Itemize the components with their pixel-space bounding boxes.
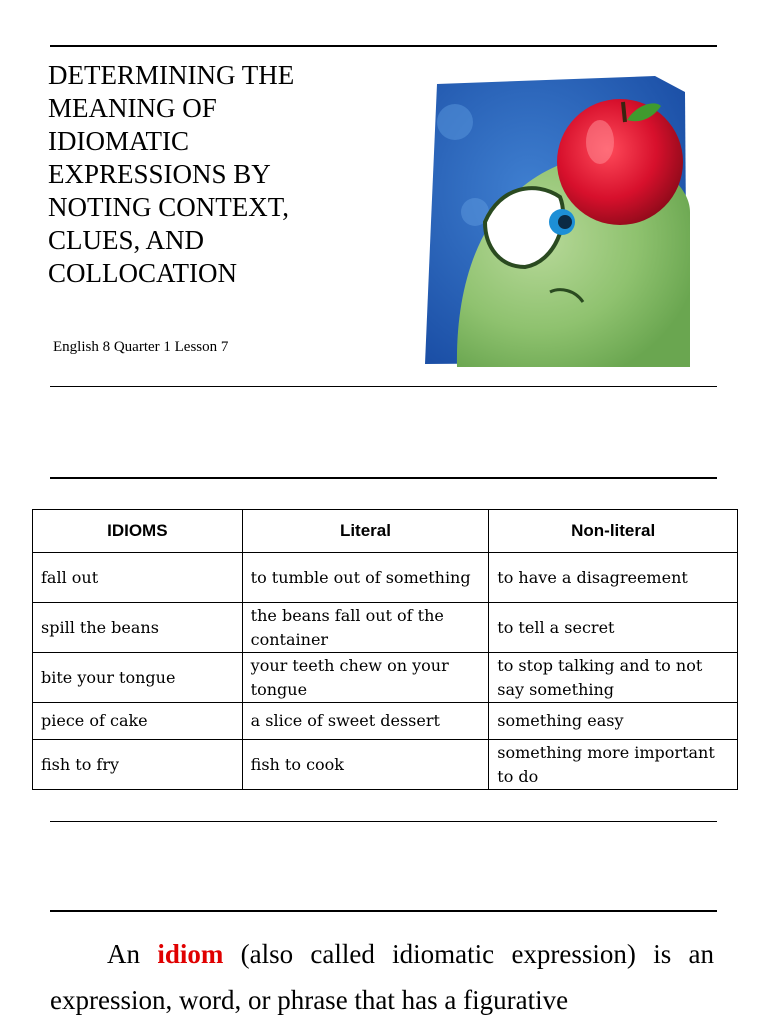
table-row xyxy=(33,703,738,740)
table-cell: spill the beans xyxy=(33,603,243,653)
title-line: DETERMINING THE xyxy=(48,60,295,90)
table-row xyxy=(33,553,738,603)
idioms-table xyxy=(32,509,738,790)
table-cell: a slice of sweet dessert xyxy=(242,703,489,740)
title-line: EXPRESSIONS BY xyxy=(48,159,271,189)
table-cell: fish to cook xyxy=(242,740,489,790)
table-cell: bite your tongue xyxy=(33,653,243,703)
table-cell: fish to fry xyxy=(33,740,243,790)
table-row xyxy=(33,653,738,703)
table-cell: to tell a secret xyxy=(489,603,738,653)
table-row xyxy=(33,740,738,790)
table-cell: fall out xyxy=(33,553,243,603)
column-header: IDIOMS xyxy=(33,510,243,553)
table-cell: to tumble out of something xyxy=(242,553,489,603)
table-cell: something easy xyxy=(489,703,738,740)
paragraph-text: (also called idiomatic expression) is an expression, word, or phrase that has a figurative xyxy=(50,939,715,1015)
top-divider xyxy=(50,45,717,47)
divider xyxy=(50,910,717,912)
page-title xyxy=(48,59,378,290)
title-line: COLLOCATION xyxy=(48,258,237,288)
column-header: Literal xyxy=(242,510,489,553)
title-line: CLUES, AND xyxy=(48,225,205,255)
table-header-row xyxy=(33,510,738,553)
definition-paragraph xyxy=(50,931,714,1023)
divider xyxy=(50,477,717,479)
lesson-subtitle: English 8 Quarter 1 Lesson 7 xyxy=(53,339,229,355)
idiom-highlight: idiom xyxy=(157,939,224,969)
table-cell: something more important to do xyxy=(489,740,738,790)
title-line: NOTING CONTEXT, xyxy=(48,192,289,222)
title-line: IDIOMATIC xyxy=(48,126,189,156)
table-row xyxy=(33,603,738,653)
table-cell: the beans fall out of the container xyxy=(242,603,489,653)
title-line: MEANING OF xyxy=(48,93,217,123)
paragraph-lead: An xyxy=(107,939,158,969)
table-cell: your teeth chew on your tongue xyxy=(242,653,489,703)
apple-on-head-illustration xyxy=(415,62,690,367)
divider xyxy=(50,821,717,822)
divider xyxy=(50,386,717,387)
table-cell: to have a disagreement xyxy=(489,553,738,603)
table-cell: piece of cake xyxy=(33,703,243,740)
table-cell: to stop talking and to not say something xyxy=(489,653,738,703)
column-header: Non-literal xyxy=(489,510,738,553)
